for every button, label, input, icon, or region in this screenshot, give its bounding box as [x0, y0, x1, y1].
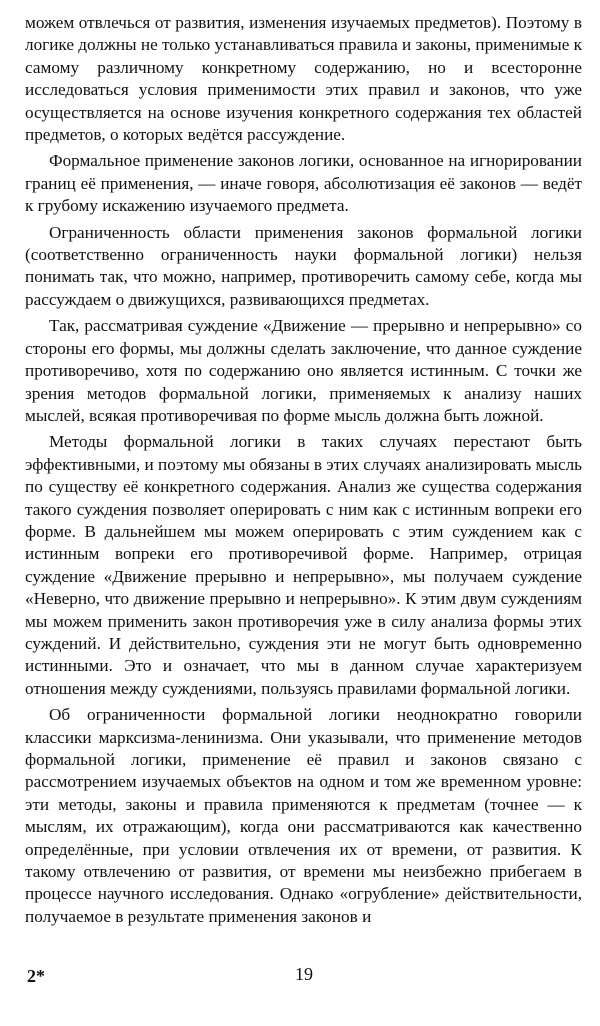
- page-footer: [25, 962, 582, 992]
- paragraph-2: Формальное применение законов логики, основанное на игнорировании границ её применения, — иначе говоря, абсолютизация её законов — ведёт к грубому искажению изучаемого предмета.: [25, 151, 582, 216]
- book-page: [25, 12, 582, 928]
- paragraph-6: Об ограниченности формальной логики неоднократно говорили классики марксизма-ленинизма. Они указывали, что применение методов формальной логики, применение её правил и законов связано с рассмотрением изучаемых объектов на одном и том же временном уровне: эти методы, законы и правила применяются к предметам (точнее — к мыслям, их отражающим), когда они рассматриваются как качественно определённые, при условии отвлечения их от времени, от развития. К такому отвлечению от развития, от времени мы неизбежно прибегаем в процессе научного исследования. Однако «огрубление» действительности, получаемое в результате применения законов и: [25, 705, 582, 926]
- page-number: 19: [295, 964, 313, 984]
- paragraph-3: Ограниченность области применения законов формальной логики (соответственно ограниченность науки формальной логики) нельзя понимать так, что можно, например, противоречить самому себе, когда мы рассуждаем о движущихся, развивающихся предметах.: [25, 222, 582, 309]
- paragraph-1: можем отвлечься от развития, изменения изучаемых предметов). Поэтому в логике должны не только устанавливаться правила и законы, применимые к самому различному конкретному содержанию, но и всесторонне исследоваться условия применимости этих правил и законов, что уже осуществляется на основе изучения конкретного содержания тех областей предметов, о которых ведётся рассуждение.: [25, 13, 582, 145]
- paragraph-5: Методы формальной логики в таких случаях перестают быть эффективными, и поэтому мы обязаны в этих случаях анализировать мысль по существу её конкретного содержания. Анализ же существа содержания такого суждения позволяет оперировать с ним как с истинным вопреки его форме. В дальнейшем мы можем оперировать с этим суждением как с истинным вопреки его противоречивой форме. Например, отрицая суждение «Движение прерывно и непрерывно», мы получаем суждение «Неверно, что движение прерывно и непрерывно». К этим двум суждениям мы можем применить закон противоречия уже в силу анализа формы этих суждений. И действительно, суждения эти не могут быть одновременно истинными. Это и означает, что мы в данном случае характеризуем отношения между суждениями, пользуясь правилами формальной логики.: [25, 432, 582, 698]
- paragraph-4: Так, рассматривая суждение «Движение — прерывно и непрерывно» со стороны его формы, мы должны сделать заключение, что данное суждение противоречиво, хотя по содержанию оно является истинным. С точки же зрения методов формальной логики, применяемых к анализу наших мыслей, всякая противоречивая по форме мысль должна быть ложной.: [25, 316, 582, 425]
- signature-mark: 2*: [27, 966, 45, 986]
